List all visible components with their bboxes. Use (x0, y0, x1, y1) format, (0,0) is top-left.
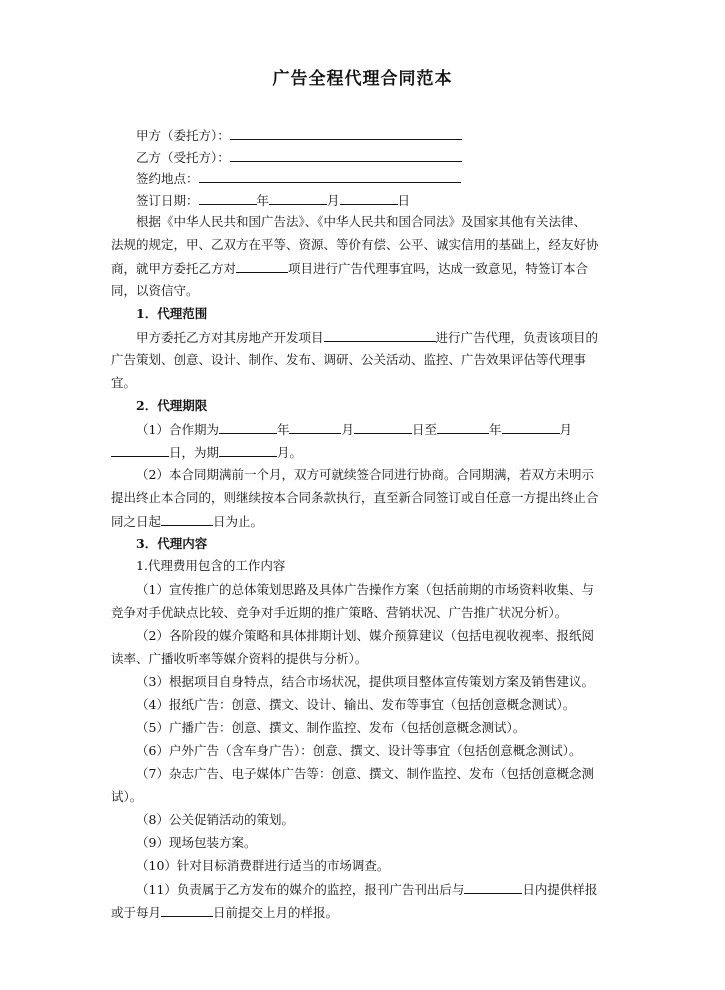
item-11-line-2 (111, 904, 338, 921)
party-b-line (136, 149, 462, 166)
item-5: （5）广播广告：创意、撰文、制作监控、发布（包括创意概念测试）。 (136, 720, 526, 735)
place-label: 签约地点： (136, 171, 199, 186)
year-unit: 年 (256, 193, 270, 208)
party-b-blank (230, 149, 462, 162)
item-4: （4）报纸广告：创意、撰文、设计、输出、发布等事宜（包括创意概念测试）。 (136, 697, 576, 712)
item-7-line-2: 试）。 (111, 789, 143, 804)
section-1-heading: 1．代理范围 (136, 306, 208, 321)
project-blank (236, 260, 288, 273)
item-2-line-2: 读率、广播收听率等媒介资料的提供与分析）。 (111, 651, 368, 666)
term-duration-blank (219, 444, 277, 457)
term-duration-unit: 月。 (277, 445, 303, 460)
term-year-blank (219, 421, 277, 434)
item-6: （6）户外广告（含车身广告）：创意、撰文、设计等事宜（包括创意概念测试）。 (136, 743, 582, 758)
item-11-line-1 (136, 881, 597, 898)
term-day-blank (354, 421, 412, 434)
term-day2-unit: 日，为期 (169, 445, 220, 460)
date-line (136, 192, 410, 209)
item-2-line-1: （2）各阶段的媒介策略和具体排期计划、媒介预算建议（包括电视收视率、报纸阅 (136, 628, 594, 643)
intro-line-3-end: 项目进行广告代理事宜吗，达成一致意见，特签订本合 (288, 261, 589, 276)
term-month2-blank (502, 421, 560, 434)
item-1-line-1: （1）宣传推广的总体策划思路及具体广告操作方案（包括前期的市场资料收集、与 (136, 582, 594, 597)
item-11-line-2-start: 或于每月 (111, 905, 162, 920)
item-3: （3）根据项目自身特点，结合市场状况，提供项目整体宣传策划方案及销售建议。 (136, 674, 594, 689)
term-day-to: 日至 (412, 422, 438, 437)
renewal-line-3-start: 同之日起 (111, 514, 162, 529)
month-blank (269, 192, 327, 205)
item-11-line-2-end: 日前提交上月的样报。 (213, 905, 339, 920)
place-line (136, 170, 461, 187)
sample-days-blank (464, 881, 522, 894)
renewal-date-blank (161, 513, 213, 526)
year-blank (199, 192, 257, 205)
term-start-label: （1）合作期为 (136, 422, 219, 437)
renewal-line-3-end: 日为止。 (213, 514, 264, 529)
date-label: 签订日期： (136, 193, 199, 208)
term-line-1 (136, 421, 572, 438)
term-month-unit: 月 (341, 422, 354, 437)
document-title: 广告全程代理合同范本 (272, 69, 453, 89)
section-2-heading: 2．代理期限 (136, 398, 208, 413)
day-blank (340, 192, 398, 205)
development-project-blank (324, 329, 436, 342)
intro-line-4: 同，以资信守。 (111, 283, 199, 298)
monthly-day-blank (161, 904, 213, 917)
section-1-line-1-start: 甲方委托乙方对其房地产开发项目 (136, 330, 324, 345)
section-3-heading: 3．代理内容 (136, 536, 208, 551)
intro-line-3-start: 商，就甲方委托乙方对 (111, 261, 237, 276)
term-day2-blank (111, 444, 169, 457)
item-7-line-1: （7）杂志广告、电子媒体广告等：创意、撰文、制作监控、发布（包括创意概念测 (136, 766, 594, 781)
term-year2-blank (437, 421, 489, 434)
section-1-line-1-end: 进行广告代理，负责该项目的 (435, 330, 599, 345)
term-month2-unit: 月 (559, 422, 573, 437)
renewal-line-3 (111, 513, 263, 530)
section-1-line-1 (136, 329, 598, 346)
section-1-line-2: 广告策划、创意、设计、制作、发布、调研、公关活动、监控、广告效果评估等代理事 (111, 352, 587, 367)
term-year-unit: 年 (276, 422, 290, 437)
term-month-blank (289, 421, 341, 434)
section-1-line-3: 宜。 (111, 375, 137, 390)
term-year2-unit: 年 (489, 422, 502, 437)
party-a-label: 甲方（委托方）： (136, 128, 230, 143)
item-1-line-2: 竞争对手优缺点比较、竞争对手近期的推广策略、营销状况、广告推广状况分析）。 (111, 605, 568, 620)
renewal-line-2: 提出终止本合同的，则继续按本合同条款执行，直至新合同签订或自任意一方提出终止合 (111, 490, 599, 505)
section-3-sub-1: 1.代理费用包含的工作内容 (136, 558, 286, 573)
renewal-line-1: （2）本合同期满前一个月，双方可就续签合同进行协商。合同期满，若双方未明示 (136, 467, 594, 482)
month-unit: 月 (327, 193, 340, 208)
party-b-label: 乙方（受托方）： (136, 150, 230, 165)
day-unit: 日 (397, 193, 411, 208)
item-8: （8）公关促销活动的策划。 (136, 812, 294, 827)
party-a-line (136, 127, 462, 144)
intro-line-1: 根据《中华人民共和国广告法》、《中华人民共和国合同法》及国家其他有关法律、 (136, 214, 587, 229)
item-11-line-1-start: （11）负责属于乙方发布的媒介的监控，报刊广告刊出后与 (136, 882, 465, 897)
intro-line-3 (111, 260, 588, 277)
party-a-blank (230, 127, 462, 140)
intro-line-2: 法规的规定，甲、乙双方在平等、资源、等价有偿、公平、诚实信用的基础上，经友好协 (111, 237, 599, 252)
term-line-2 (111, 444, 302, 461)
item-9: （9）现场包装方案。 (136, 835, 257, 850)
item-10: （10）针对目标消费群进行适当的市场调查。 (136, 858, 390, 873)
item-11-line-1-end: 日内提供样报 (522, 882, 598, 897)
place-blank (199, 170, 461, 183)
